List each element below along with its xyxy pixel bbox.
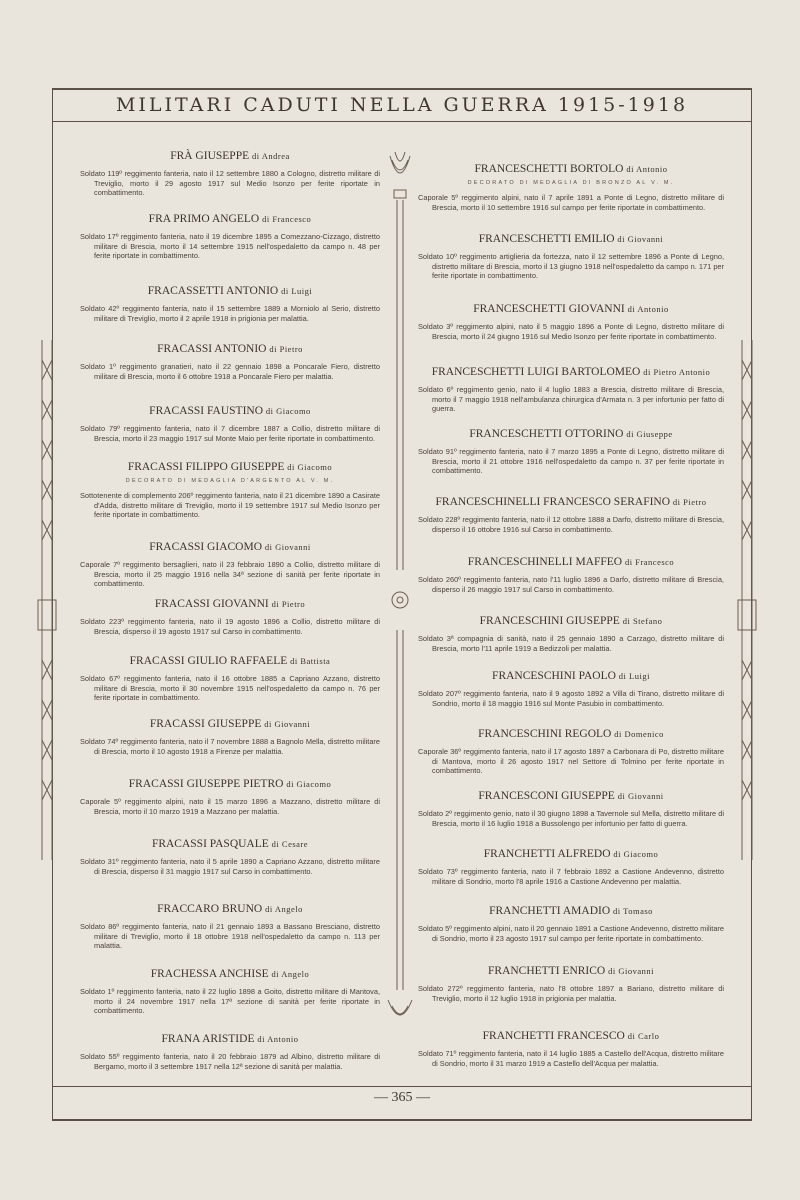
entry-surname: FRACASSI FAUSTINO <box>149 405 264 417</box>
entry-text: Sottotenente di complemento 206º reggimento fanteria, nato il 21 dicembre 1890 a Casirate d'Adda, distretto militare di Treviglio, morto il 19 settembre 1917 sul Medio Isonzo per ferite riportate in combattimento. <box>80 491 380 520</box>
entry-patronymic: di Giovanni <box>264 719 311 729</box>
entry <box>80 1033 380 1071</box>
entry-surname: FRACASSI ANTONIO <box>157 343 267 355</box>
entry-patronymic: di Pietro <box>672 497 707 507</box>
entry-text: Soldato 91º reggimento fanteria, nato il 7 marzo 1895 a Ponte di Legno, distretto militare di Brescia, morto il 21 ottobre 1916 nell'ospedaletto da campo n. 37 per ferite riportate in combattimento. <box>418 447 724 476</box>
page-number: — 365 — <box>374 1090 430 1105</box>
entry-patronymic: di Francesco <box>262 214 312 224</box>
entry <box>80 343 380 381</box>
entry-patronymic: di Luigi <box>618 671 650 681</box>
entry-patronymic: di Pietro <box>269 344 303 354</box>
entry-surname: FRANCESCONI GIUSEPPE <box>478 790 615 802</box>
entry-surname: FRANCESCHINELLI MAFFEO <box>467 556 623 568</box>
entry-surname: FRACASSI GIACOMO <box>149 541 263 553</box>
entry-text: Soldato 73º reggimento fanteria, nato il 7 febbraio 1892 a Castione Andevenno, distretto militare di Sondrio, morto l'8 aprile 1916 a Castione Andevenno per malattia. <box>418 867 724 886</box>
entry-name <box>80 461 380 473</box>
entry-text: Soldato 228º reggimento fanteria, nato il 12 ottobre 1888 a Darfo, distretto militare di Brescia, disperso il 16 ottobre 1916 sul Carso in combattimento. <box>418 515 724 534</box>
entry-text: Soldato 86º reggimento fanteria, nato il 21 gennaio 1893 a Bassano Bresciano, distretto militare di Treviglio, morto il 18 ottobre 1918 nell'ospedaletto da campo n. 113 per malattia. <box>80 922 380 951</box>
column-ornament-icon <box>382 150 418 1030</box>
entry-name <box>418 496 724 508</box>
entry-text: Soldato 207º reggimento fanteria, nato il 9 agosto 1892 a Villa di Tirano, distretto militare di Sondrio, morto il 18 maggio 1916 sul Monte Pasubio in combattimento. <box>418 689 724 708</box>
entry <box>80 150 380 198</box>
entry-surname: FRANCESCHINI REGOLO <box>478 728 612 740</box>
entry-name <box>80 838 380 850</box>
entry-text: Soldato 79º reggimento fanteria, nato il 7 dicembre 1887 a Collio, distretto militare di Brescia, morto il 23 maggio 1917 sul Monte Maio per ferite riportate in combattimento. <box>80 424 380 443</box>
entry-name <box>418 965 724 977</box>
entry-text: Soldato 3º reggimento alpini, nato il 5 maggio 1896 a Ponte di Legno, distretto militare di Brescia, morto il 24 giugno 1916 sul Medio Isonzo per ferite riportate in combattimento. <box>418 322 724 341</box>
entry <box>418 670 724 708</box>
entry-surname: FRANCHETTI ENRICO <box>488 965 606 977</box>
entry-name <box>418 728 724 740</box>
frame-header-rule <box>52 121 752 122</box>
entry-text: Caporale 5º reggimento alpini, nato il 15 marzo 1896 a Mazzano, distretto militare di Brescia, morto il 10 marzo 1919 a Mazzano per malattia. <box>80 797 380 816</box>
entry-name <box>80 598 380 610</box>
entry-patronymic: di Giuseppe <box>626 429 673 439</box>
entry-name <box>80 213 380 225</box>
entry-surname: FRANCESCHETTI OTTORINO <box>469 428 624 440</box>
entry <box>418 303 724 341</box>
entry-name <box>80 150 380 162</box>
entry-text: Soldato 1º reggimento granatieri, nato il 22 gennaio 1898 a Poncarale Fiero, distretto militare di Brescia, morto il 6 ottobre 1918 a Poncarale Fiero per malattia. <box>80 362 380 381</box>
entry-surname: FRACHESSA ANCHISE <box>150 968 269 980</box>
entry-name <box>418 790 724 802</box>
entry-patronymic: di Cesare <box>271 839 309 849</box>
entry <box>418 496 724 534</box>
entry-name <box>418 428 724 440</box>
frame-footer-rule <box>52 1086 752 1087</box>
entry-patronymic: di Francesco <box>624 557 675 567</box>
entry-text: Soldato 31º reggimento fanteria, nato il 5 aprile 1890 a Capriano Azzano, distretto militare di Brescia, disperso il 31 maggio 1917 sul Carso in combattimento. <box>80 857 380 876</box>
entry-surname: FRANA ARISTIDE <box>161 1033 255 1045</box>
entry-name <box>80 968 380 980</box>
entry-patronymic: di Antonio <box>627 304 669 314</box>
entry <box>418 965 724 1003</box>
entry <box>418 848 724 886</box>
entry-surname: FRACASSI GIULIO RAFFAELE <box>129 655 288 667</box>
entry-decoration: DECORATO DI MEDAGLIA D'ARGENTO AL V. M. <box>125 478 335 484</box>
entry-text: Soldato 55º reggimento fanteria, nato il 20 febbraio 1879 ad Albino, distretto militare di Bergamo, morto il 3 settembre 1917 nella 12ª sezione di sanità per malattia. <box>80 1052 380 1071</box>
running-head: MILITARI CADUTI NELLA GUERRA 1915-1918 <box>115 94 689 116</box>
entry-patronymic: di Stefano <box>622 616 663 626</box>
entry-text: Soldato 42º reggimento fanteria, nato il 15 settembre 1889 a Morniolo al Serio, distretto militare di Treviglio, morto il 2 aprile 1918 in prigionia per malattia. <box>80 304 380 323</box>
entry-patronymic: di Antonio <box>626 164 668 174</box>
entry <box>80 598 380 636</box>
entry-surname: FRACASSI GIUSEPPE <box>149 718 262 730</box>
entry-decoration: DECORATO DI MEDAGLIA DI BRONZO AL V. M. <box>467 180 675 186</box>
entry-text: Caporale 36º reggimento fanteria, nato il 17 agosto 1897 a Carbonara di Po, distretto militare di Mantova, morto il 26 agosto 1917 nel Settore di Tolmino per ferite riportate in combattimento. <box>418 747 724 776</box>
entry <box>80 541 380 589</box>
entry-name <box>418 163 724 175</box>
entry-name <box>80 903 380 915</box>
entry-name <box>80 541 380 553</box>
entry-surname: FRANCESCHETTI LUIGI BARTOLOMEO <box>431 366 641 378</box>
entry-name <box>418 615 724 627</box>
entry-surname: FRA PRIMO ANGELO <box>148 213 260 225</box>
right-fasces-ornament-icon <box>734 340 760 860</box>
entry <box>418 366 724 414</box>
entry-surname: FRACASSETTI ANTONIO <box>147 285 279 297</box>
entry-patronymic: di Giovanni <box>617 791 664 801</box>
entry <box>80 285 380 323</box>
entry-name <box>418 233 724 245</box>
entry-name <box>80 343 380 355</box>
entry-text: Soldato 17º reggimento fanteria, nato il 19 dicembre 1895 a Comezzano-Cizzago, distretto militare di Brescia, morto il 14 settembre 1915 nell'ospedaletto da campo n. 48 per ferite riportate in combattimento. <box>80 232 380 261</box>
entry-patronymic: di Giovanni <box>264 542 311 552</box>
entry-surname: FRACASSI GIOVANNI <box>154 598 269 610</box>
entry <box>80 213 380 261</box>
entry-text: Soldato 10º reggimento artiglieria da fortezza, nato il 12 settembre 1896 a Ponte di Legno, distretto militare di Brescia, morto il 13 giugno 1918 nell'ospedaletto da campo n. 171 per ferite riportate in combattimento. <box>418 252 724 281</box>
entry-surname: FRANCHETTI AMADIO <box>489 905 611 917</box>
entry-name <box>80 655 380 667</box>
entry-surname: FRANCESCHINI PAOLO <box>492 670 616 682</box>
entry-name <box>80 405 380 417</box>
entry-text: Soldato 260º reggimento fanteria, nato l'11 luglio 1896 a Darfo, distretto militare di Brescia, disperso il 26 maggio 1917 sul Carso in combattimento. <box>418 575 724 594</box>
entry <box>418 556 724 594</box>
entry-surname: FRANCESCHETTI BORTOLO <box>474 163 624 175</box>
entry-name <box>418 303 724 315</box>
entry-text: Soldato 223º reggimento fanteria, nato il 19 agosto 1896 a Collio, distretto militare di Brescia, disperso il 19 agosto 1917 sul Carso in combattimento. <box>80 617 380 636</box>
entry-name <box>418 366 724 378</box>
entry-surname: FRACCARO BRUNO <box>157 903 263 915</box>
entry <box>418 615 724 653</box>
entry-patronymic: di Pietro <box>271 599 306 609</box>
entry-surname: FRANCESCHETTI GIOVANNI <box>473 303 625 315</box>
entry-name <box>418 905 724 917</box>
entry-text: Soldato 5º reggimento alpini, nato il 20 gennaio 1891 a Castione Andevenno, distretto militare di Sondrio, morto il 23 agosto 1917 sul campo per ferite riportate in combattimento. <box>418 924 724 943</box>
frame-top-rule <box>52 88 752 90</box>
entry <box>80 903 380 951</box>
entry-name <box>80 285 380 297</box>
entry-name <box>418 848 724 860</box>
entry-surname: FRACASSI FILIPPO GIUSEPPE <box>127 461 285 473</box>
entry-patronymic: di Angelo <box>265 904 303 914</box>
entry-patronymic: di Luigi <box>281 286 313 296</box>
entry <box>80 838 380 876</box>
entry-name <box>418 556 724 568</box>
entry <box>80 778 380 816</box>
entry-surname: FRÀ GIUSEPPE <box>170 150 250 162</box>
entry-surname: FRANCESCHINI GIUSEPPE <box>479 615 620 627</box>
entry-surname: FRANCESCHINELLI FRANCESCO SERAFINO <box>435 496 671 508</box>
entry-patronymic: di Andrea <box>252 151 290 161</box>
entry-surname: FRANCESCHETTI EMILIO <box>478 233 615 245</box>
entry-patronymic: di Giacomo <box>265 406 311 416</box>
entry <box>80 405 380 443</box>
frame-bottom-rule <box>52 1119 752 1121</box>
entry <box>418 428 724 476</box>
entry-patronymic: di Pietro Antonio <box>643 367 711 377</box>
entry-surname: FRACASSI PASQUALE <box>151 838 269 850</box>
left-fasces-ornament-icon <box>34 340 60 860</box>
entry-text: Soldato 2º reggimento genio, nato il 30 giugno 1898 a Tavernole sul Mella, distretto militare di Brescia, morto il 16 luglio 1918 a Bussolengo per infortunio per fatto di guerra. <box>418 809 724 828</box>
entry <box>80 718 380 756</box>
entry <box>80 461 380 520</box>
entry-patronymic: di Antonio <box>257 1034 299 1044</box>
entry-patronymic: di Angelo <box>271 969 310 979</box>
entry-name <box>418 670 724 682</box>
entry-patronymic: di Giacomo <box>286 779 332 789</box>
entry-patronymic: di Giacomo <box>287 462 333 472</box>
entry-text: Soldato 1º reggimento fanteria, nato il 22 luglio 1898 a Goito, distretto militare di Mantova, morto il 24 novembre 1917 nella 17ª sezione di sanità per ferite riportate in combattimento. <box>80 987 380 1016</box>
entry-text: Soldato 71º reggimento fanteria, nato il 14 luglio 1885 a Castello dell'Acqua, distretto militare di Sondrio, morto il 31 marzo 1919 a Castello dell'Acqua per malattia. <box>418 1049 724 1068</box>
entry-patronymic: di Carlo <box>627 1031 660 1041</box>
entry-text: Soldato 67º reggimento fanteria, nato il 16 ottobre 1885 a Capriano Azzano, distretto militare di Brescia, morto il 30 novembre 1915 nell'ospedaletto da campo n. 76 per ferite riportate in combattimento. <box>80 674 380 703</box>
entry <box>418 1030 724 1068</box>
entry <box>80 968 380 1016</box>
entry-text: Caporale 7º reggimento bersaglieri, nato il 23 febbraio 1890 a Collio, distretto militare di Brescia, morto il 25 maggio 1916 nella 34ª sezione di sanità per ferite riportate in combattimento. <box>80 560 380 589</box>
entry-surname: FRANCHETTI FRANCESCO <box>482 1030 625 1042</box>
entry-surname: FRANCHETTI ALFREDO <box>483 848 611 860</box>
entry-text: Soldato 119º reggimento fanteria, nato il 12 settembre 1880 a Cologno, distretto militare di Treviglio, morto il 29 agosto 1917 sul Medio Isonzo per ferite riportate in combattimento. <box>80 169 380 198</box>
entry-patronymic: di Giovanni <box>617 234 664 244</box>
entry-name <box>418 1030 724 1042</box>
entry <box>418 163 724 212</box>
entry <box>418 905 724 943</box>
entry-name <box>80 718 380 730</box>
entry-text: Soldato 272º reggimento fanteria, nato l'8 ottobre 1897 a Bariano, distretto militare di Treviglio, morto il 12 luglio 1918 in prigionia per malattia. <box>418 984 724 1003</box>
entry-text: Soldato 3ª compagnia di sanità, nato il 25 gennaio 1890 a Carzago, distretto militare di Brescia, morto l'11 aprile 1919 a Bedizzoli per malattia. <box>418 634 724 653</box>
entry <box>418 790 724 828</box>
entry <box>80 655 380 703</box>
entry-surname: FRACASSI GIUSEPPE PIETRO <box>128 778 284 790</box>
entry-text: Caporale 5º reggimento alpini, nato il 7 aprile 1891 a Ponte di Legno, distretto militare di Brescia, morto il 10 settembre 1916 sul campo per ferite riportate in combattimento. <box>418 193 724 212</box>
entry-patronymic: di Giovanni <box>608 966 654 976</box>
entry-name <box>80 778 380 790</box>
entry-text: Soldato 6º reggimento genio, nato il 4 luglio 1883 a Brescia, distretto militare di Brescia, morto il 7 maggio 1918 nell'ambulanza chirurgica d'Armata n. 3 per infortunio per fatto di guerra. <box>418 385 724 414</box>
entry-patronymic: di Domenico <box>614 729 664 739</box>
entry-patronymic: di Tomaso <box>613 906 653 916</box>
entry-name <box>80 1033 380 1045</box>
entry <box>418 233 724 281</box>
entry <box>418 728 724 776</box>
entry-patronymic: di Battista <box>290 656 331 666</box>
entry-patronymic: di Giacomo <box>613 849 659 859</box>
entry-text: Soldato 74º reggimento fanteria, nato il 7 novembre 1888 a Bagnolo Mella, distretto militare di Brescia, morto il 10 agosto 1918 a Firenze per malattia. <box>80 737 380 756</box>
